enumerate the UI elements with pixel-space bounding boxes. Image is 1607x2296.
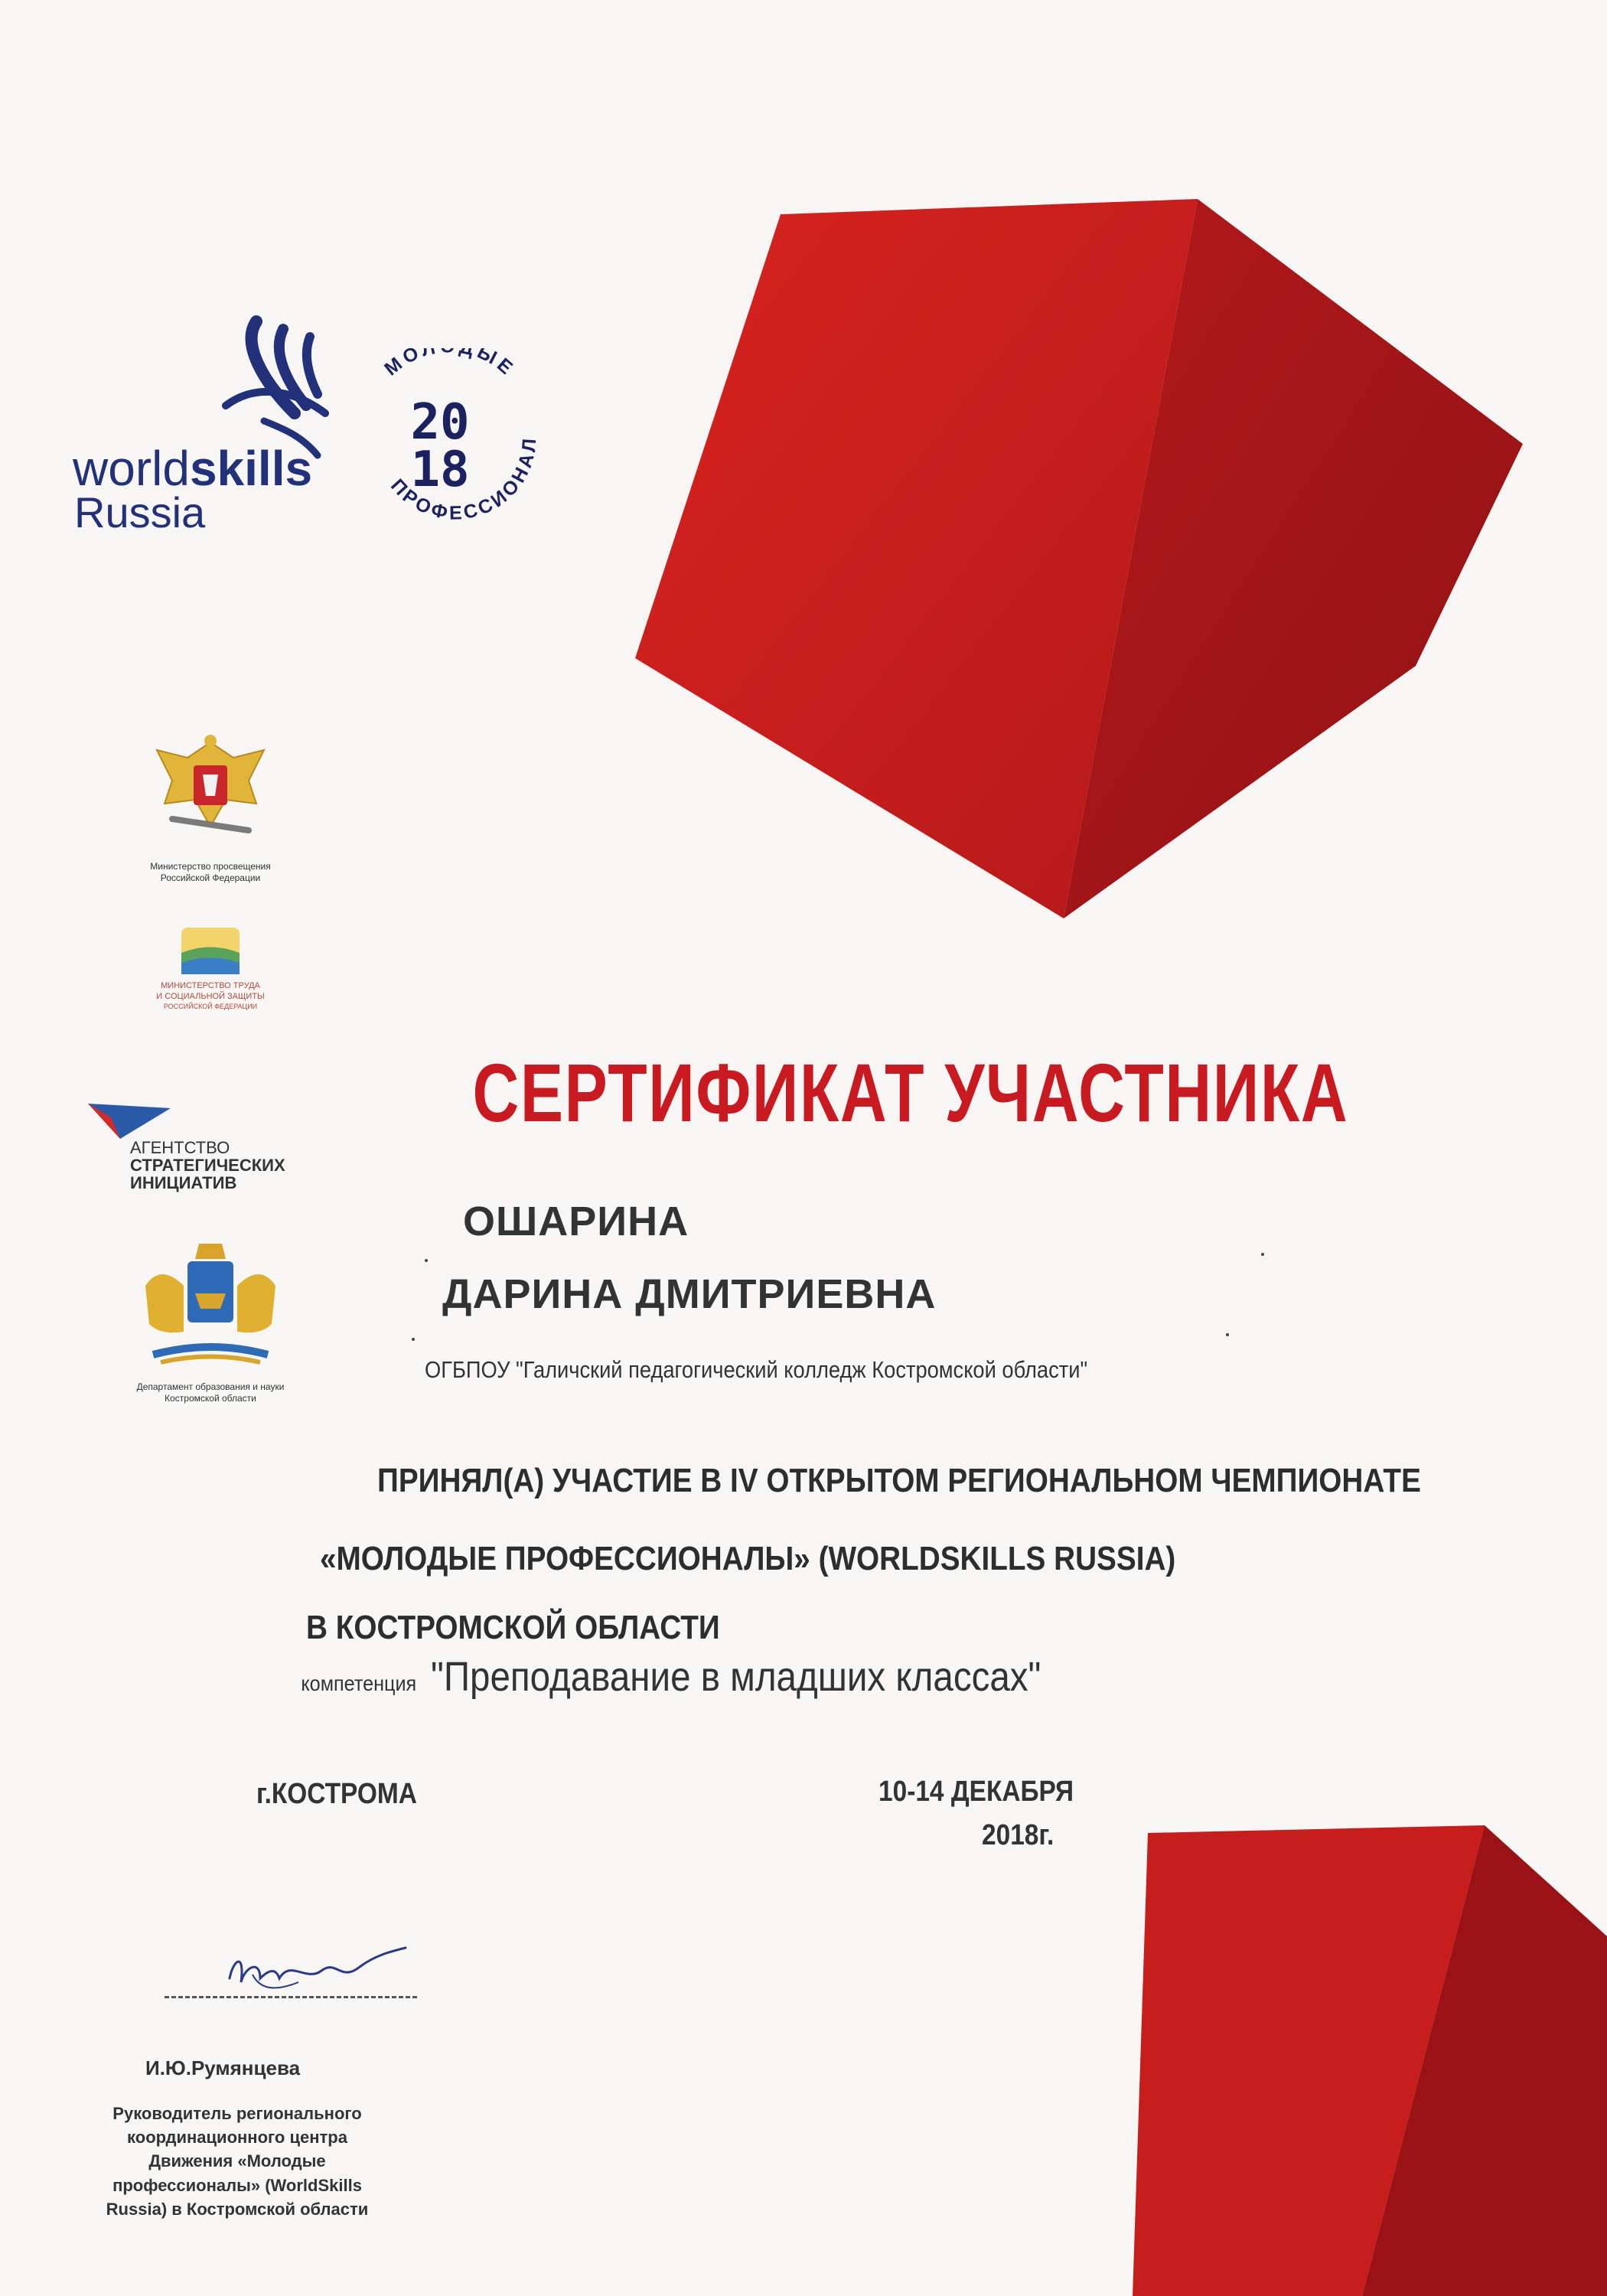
participant-given-names: ДАРИНА ДМИТРИЕВНА <box>442 1271 937 1317</box>
badge-arc-top-text: МОЛ ДЫЕ <box>380 348 520 381</box>
signer-name: И.Ю.Румянцева <box>145 2056 301 2079</box>
ministry-education-caption-line: Министерство просвещения <box>150 861 271 872</box>
signer-role-line: профессионалы» (WorldSkills <box>112 2175 362 2195</box>
city: г.КОСТРОМА <box>256 1778 417 1810</box>
competence-name: "Преподавание в младших классах" <box>431 1654 1041 1700</box>
svg-text:МОЛОДЫЕ <box>380 348 520 381</box>
worldskills-word-russia: Russia <box>74 488 206 536</box>
asi-line-3: ИНИЦИАТИВ <box>130 1173 237 1193</box>
worldskills-word-skills: skills <box>189 441 313 496</box>
worldskills-russia-logo <box>73 314 333 543</box>
worldskills-word-world: world <box>73 441 190 496</box>
badge-year-top: 20 <box>410 394 470 451</box>
signature-line <box>165 1996 417 1998</box>
badge-year-bottom: 18 <box>410 442 470 498</box>
participant-institution: ОГБПОУ "Галичский педагогический колледж Костромской области" <box>425 1356 1088 1383</box>
red-cube-graphic <box>627 191 1530 941</box>
decorative-dot <box>425 1259 428 1262</box>
ministry-labor-caption-line: И СОЦИАЛЬНОЙ ЗАЩИТЫ <box>156 991 265 1001</box>
signer-role-line: Движения «Молодые <box>148 2151 326 2171</box>
kostroma-department-caption-line: Департамент образования и науки <box>136 1381 285 1392</box>
decorative-dot <box>412 1338 415 1341</box>
young-professionals-badge <box>348 348 555 555</box>
competence-label: компетенция <box>301 1671 417 1695</box>
decorative-dot <box>1226 1333 1229 1336</box>
double-headed-eagle-emblem-icon <box>142 727 279 850</box>
decorative-dot <box>1261 1253 1264 1256</box>
young-professionals-2018-logo <box>348 348 555 555</box>
signer-role-line: координационного центра <box>127 2128 347 2148</box>
ministry-labor-emblem-icon <box>180 926 241 976</box>
participation-line-3: В КОСТРОМСКОЙ ОБЛАСТИ <box>306 1609 720 1646</box>
red-cube-graphic-bottom <box>1133 1821 1607 2296</box>
ministry-labor-caption-line: МИНИСТЕРСТВО ТРУДА <box>161 981 260 990</box>
badge-arc-bottom-text: ПРОФЕССИОНАЛ <box>386 435 541 524</box>
asi-line-2: СТРАТЕГИЧЕСКИХ <box>130 1156 285 1176</box>
ministry-education-caption-line: Российской Федерации <box>160 872 261 883</box>
signer-role-line: Руководитель регионального <box>112 2104 362 2123</box>
participant-surname: ОШАРИНА <box>463 1199 689 1244</box>
certificate-title: СЕРТИФИКАТ УЧАСТНИКА <box>472 1046 1349 1139</box>
ministry-labor-caption-line: РОССИЙСКОЙ ФЕДЕРАЦИИ <box>163 1002 258 1010</box>
handwritten-signature <box>207 1936 413 2005</box>
event-year: 2018г. <box>982 1819 1054 1851</box>
participation-line-2: «МОЛОДЫЕ ПРОФЕССИОНАЛЫ» (WORLDSKILLS RUSSIA) <box>320 1540 1176 1577</box>
kostroma-coat-of-arms-icon <box>130 1240 291 1374</box>
participation-line-1: ПРИНЯЛ(А) УЧАСТИЕ В IV ОТКРЫТОМ РЕГИОНАЛЬНОМ ЧЕМПИОНАТЕ <box>377 1462 1421 1499</box>
event-dates: 10-14 ДЕКАБРЯ <box>878 1776 1074 1808</box>
asi-line-1: АГЕНТСТВО <box>130 1138 230 1157</box>
kostroma-department-caption-line: Костромской области <box>165 1393 256 1404</box>
signer-role-line: Russia) в Костромской области <box>106 2199 369 2219</box>
